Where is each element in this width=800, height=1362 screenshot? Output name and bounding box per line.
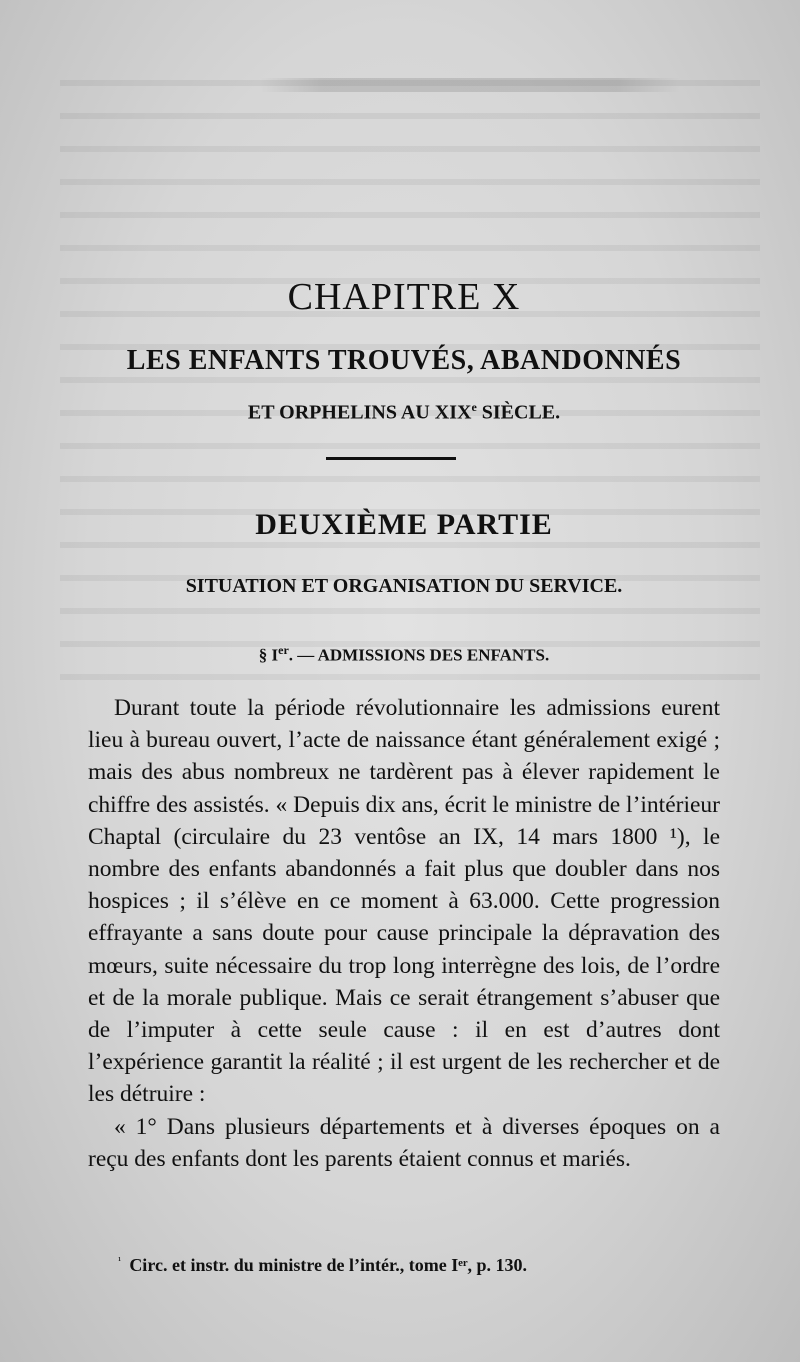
bleed-through-text [60, 80, 760, 700]
body-text [88, 692, 720, 1175]
chapter-subtitle: LES ENFANTS TROUVÉS, ABANDONNÉS [126, 345, 682, 376]
subsection-suffix: . — ADMISSIONS DES ENFANTS. [288, 645, 550, 665]
divider-rule [326, 457, 456, 460]
subsection-superscript: er [278, 643, 289, 657]
part-title: DEUXIÈME PARTIE [255, 508, 553, 541]
footnote-text: Circ. et instr. du ministre de l’intér., tome Iᵉʳ, p. 130. [129, 1255, 528, 1275]
footnote-mark: ¹ [118, 1255, 122, 1267]
paragraph: « 1° Dans plusieurs départements et à diverses époques on a reçu des enfants dont les parents étaient connus et mariés. [88, 1113, 720, 1172]
subtitle-suffix: SIÈCLE. [476, 401, 561, 424]
subsection-title [88, 643, 720, 666]
faded-running-head [260, 78, 680, 92]
paragraph: Durant toute la période révolutionnaire les admissions eurent lieu à bureau ouvert, l’acte de naissance étant généralement exigé ; mais des abus nombreux ne tardèrent pas à élever rapidement le chiffre des assistés. « Depuis dix ans, écrit le ministre de l’intérieur Chaptal (circulaire du 23 ventôse an IX, 14 mars 1800 ¹), le nombre des enfants abandonnés a fait plus que doubler dans nos hospices ; il s’élève en ce moment à 63.000. Cette progression effrayante a sans doute pour cause principale la dépravation des mœurs, suite nécessaire du trop long interrègne des lois, de l’ordre et de la morale publique. Mais ce serait étrangement s’abuser que de l’imputer à cette seule cause : il en est d’autres dont l’expérience garantit la réalité ; il est urgent de les rechercher et de les détruire : [88, 695, 720, 1108]
chapter-subtitle-line2 [88, 400, 720, 425]
subtitle-superscript: e [471, 400, 477, 414]
footnote [118, 1255, 718, 1276]
section-title: SITUATION ET ORGANISATION DU SERVICE. [185, 575, 623, 597]
subsection-prefix: § I [258, 645, 279, 665]
chapter-title: CHAPITRE X [287, 276, 521, 318]
subtitle-prefix: ET ORPHELINS AU XIX [247, 401, 472, 424]
